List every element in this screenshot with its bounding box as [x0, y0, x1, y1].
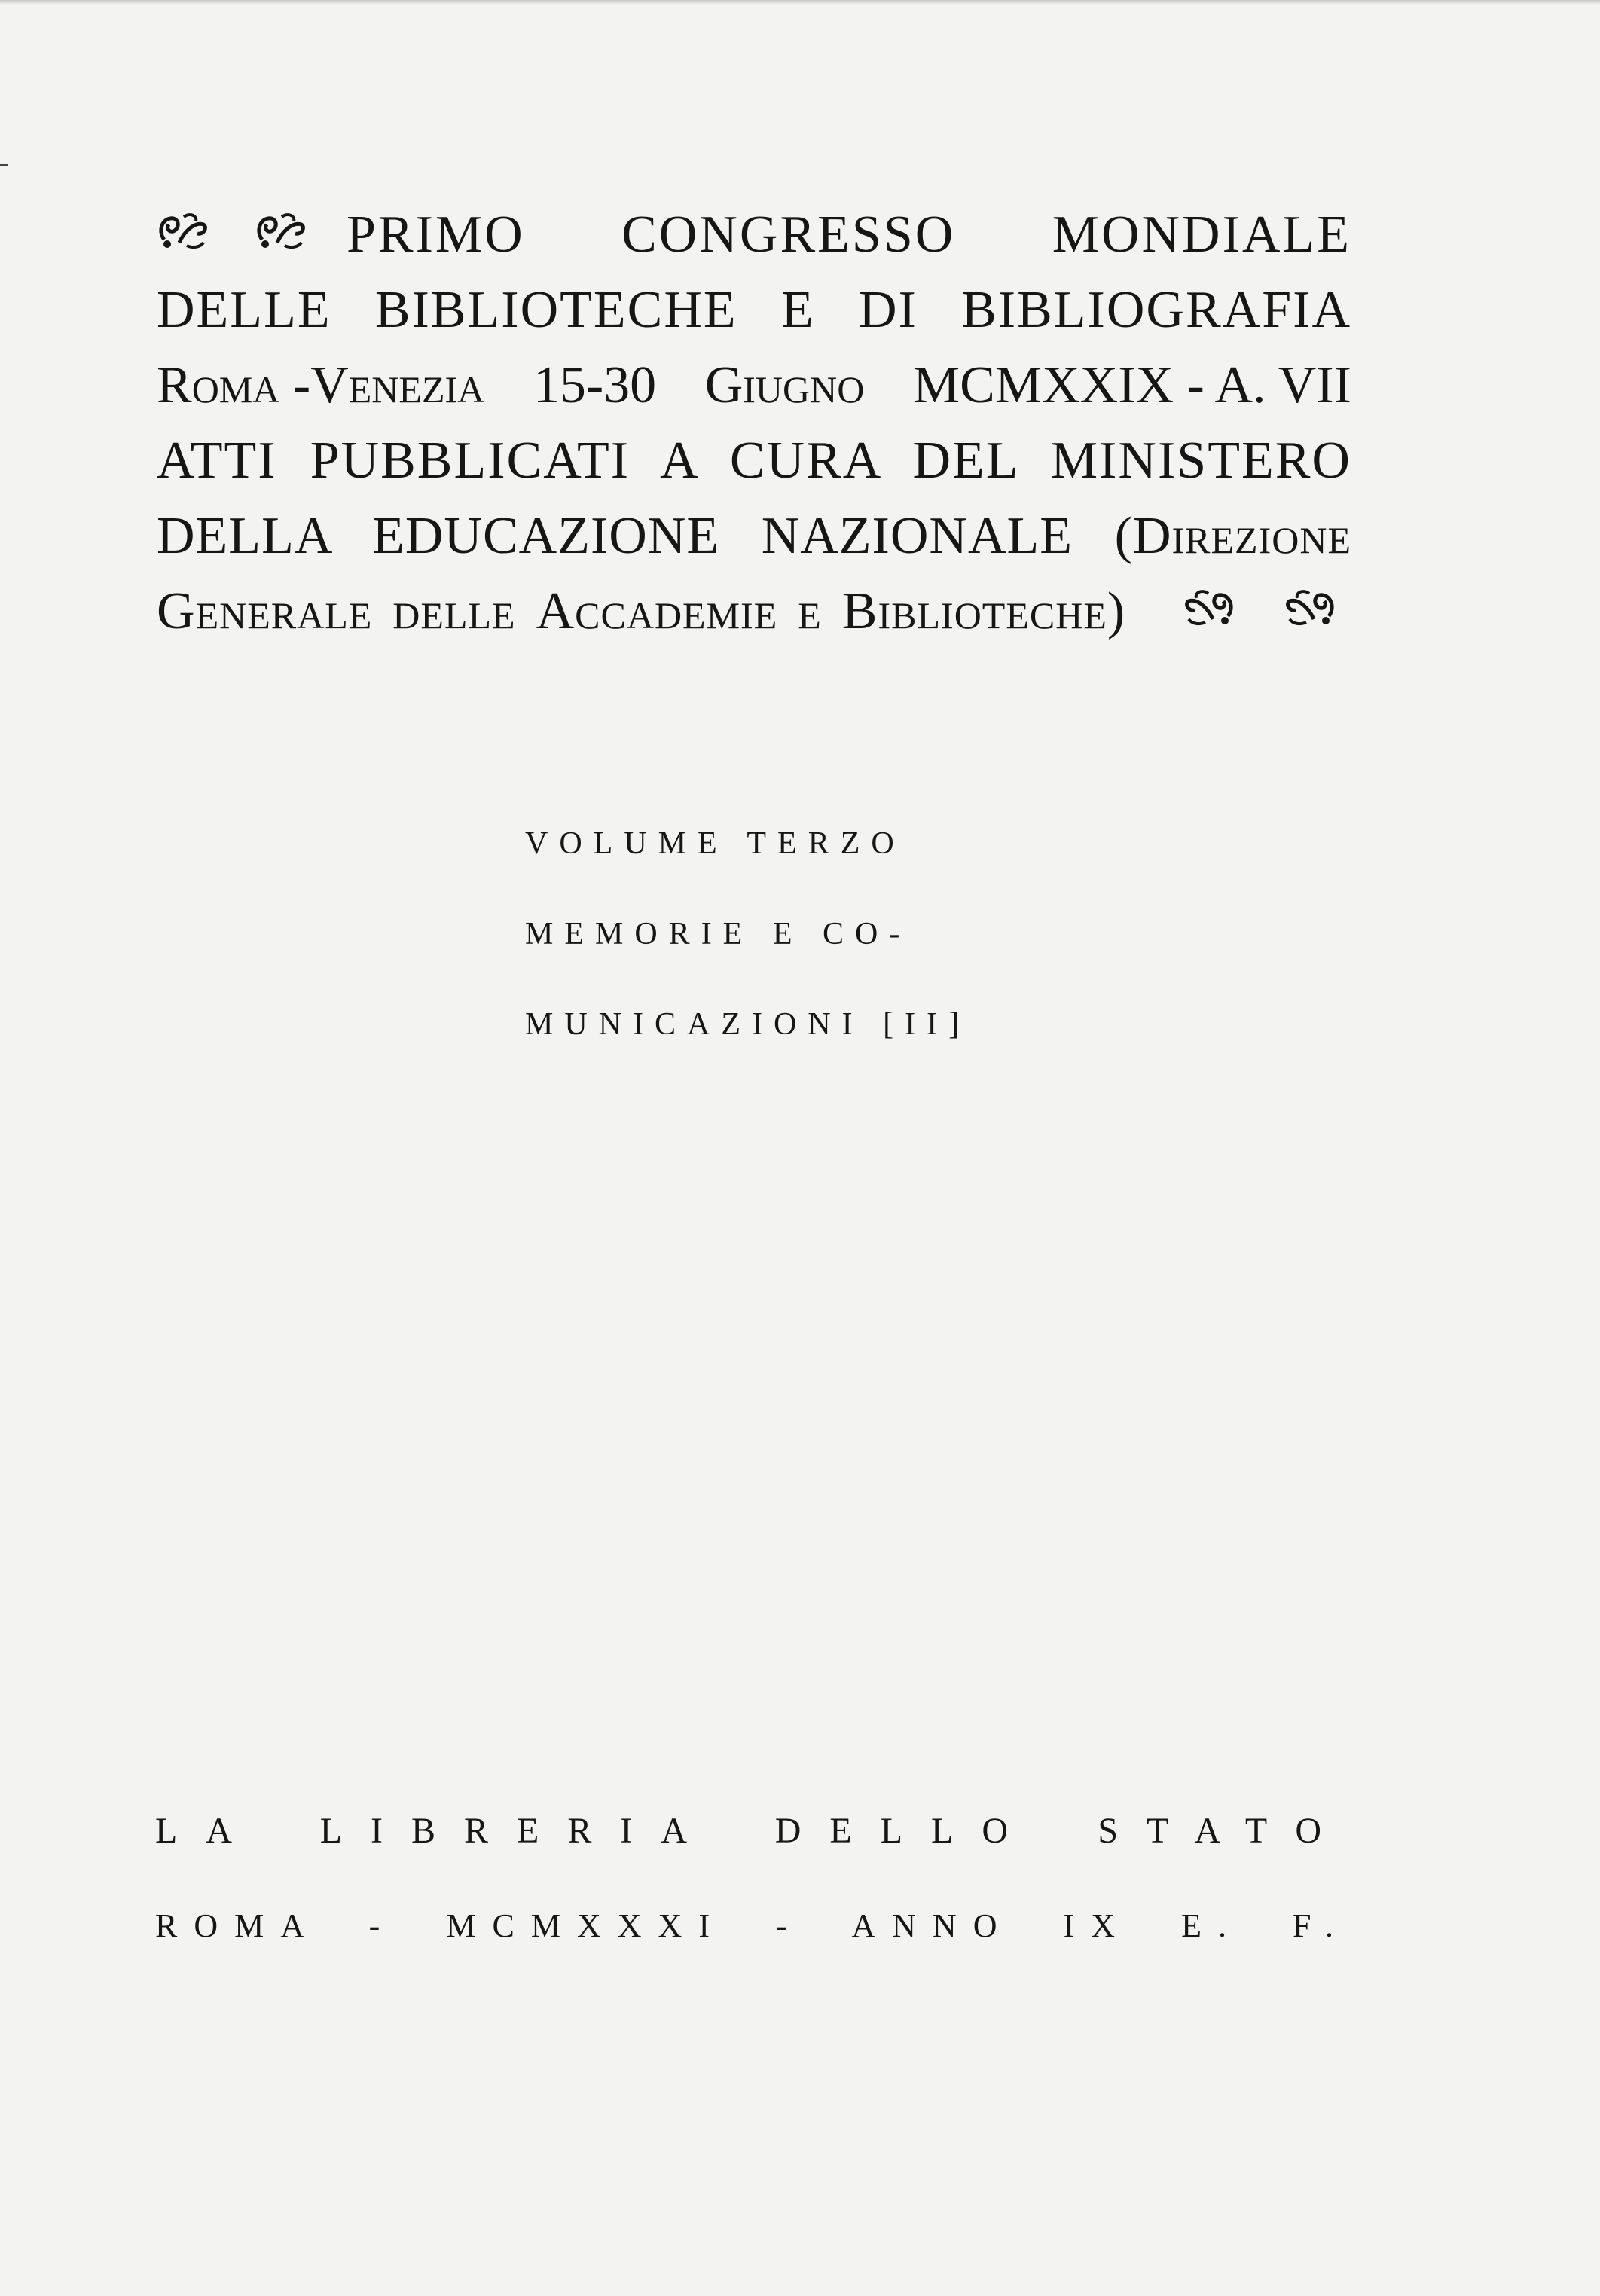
- congress-title-block: [157, 197, 1351, 649]
- ministry-line: DELLA EDUCAZIONE NAZIONALE (DIREZIONE: [157, 507, 1351, 565]
- title-line-2: [157, 273, 1351, 348]
- publisher-name: LA LIBRERIA DELLO STATO: [155, 1811, 1350, 1851]
- congress-subject-line: DELLE BIBLIOTECHE E DI BIBLIOGRAFIA: [157, 281, 1351, 339]
- scan-mark: [0, 164, 8, 166]
- title-line-1: [157, 197, 1351, 273]
- volume-title-line-1: MEMORIE E CO-: [525, 917, 911, 951]
- month-giugno: GIUGNO: [704, 356, 865, 414]
- directorate-line: GENERALE DELLE ACCADEMIE E BIBLIOTECHE): [157, 582, 1126, 640]
- imprint-place-date: ROMA - MCMXXXI - ANNO IX E. F.: [155, 1907, 1350, 1944]
- congress-name-line: PRIMO CONGRESSO MONDIALE: [347, 206, 1351, 264]
- volume-title-line-2: MUNICAZIONI [II]: [525, 1007, 971, 1042]
- imprint-block: [155, 1805, 1350, 1995]
- title-line-3: [157, 348, 1351, 423]
- fleuron-icon: [157, 209, 209, 252]
- publisher-note-line: ATTI PUBBLICATI A CURA DEL MINISTERO: [157, 432, 1351, 490]
- volume-block: [525, 821, 1052, 1092]
- title-line-4: [157, 423, 1351, 499]
- fleuron-icon: [255, 209, 307, 252]
- title-line-6: [157, 574, 1351, 649]
- page-top-edge: [0, 0, 1600, 5]
- volume-number: VOLUME TERZO: [525, 826, 905, 861]
- fleuron-reversed-icon: [1183, 586, 1235, 628]
- congress-year: MCMXXIX - A. VII: [912, 356, 1351, 414]
- fleuron-reversed-icon: [1284, 586, 1336, 628]
- place-roma: ROMA -VENEZIA: [157, 356, 485, 414]
- title-line-5: [157, 499, 1351, 574]
- congress-dates: 15-30: [533, 356, 657, 414]
